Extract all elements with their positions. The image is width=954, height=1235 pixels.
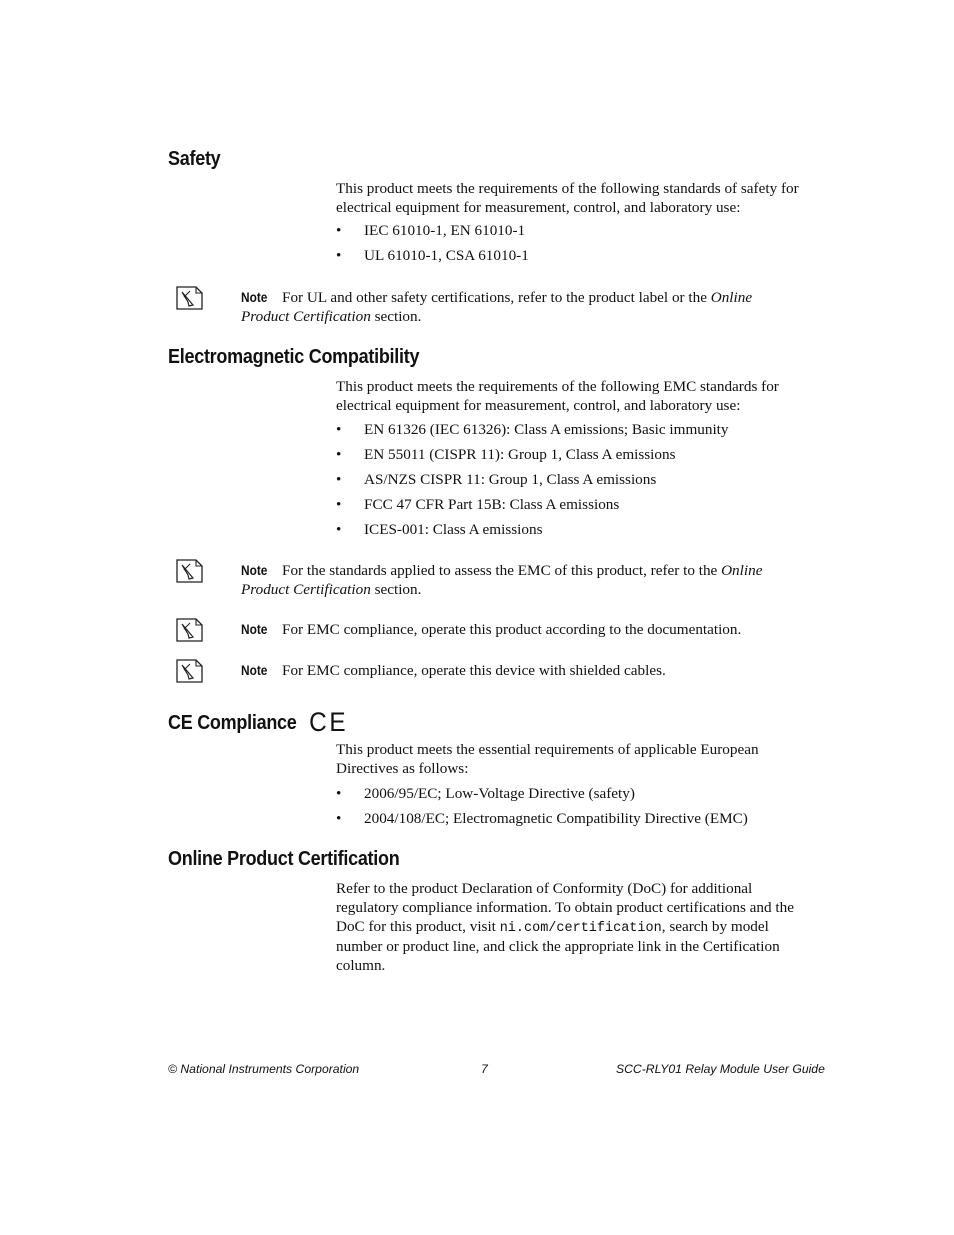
online-cert-body: Refer to the product Declaration of Conformity (DoC) for additional regulatory compliance information. To obtain product certifications and the DoC for this product, visit ni.com/certification, search by model number or product line, and click the appropriate link in the Certification column. — [336, 880, 794, 975]
list-item: • EN 55011 (CISPR 11): Group 1, Class A emissions — [336, 446, 676, 463]
footer-guide-title: SCC-RLY01 Relay Module User Guide — [616, 1062, 825, 1076]
list-item: • FCC 47 CFR Part 15B: Class A emissions — [336, 496, 620, 513]
online-product-certification-ref: Online Product Certification — [241, 562, 763, 598]
note-icon — [175, 283, 205, 313]
note-icon — [175, 656, 205, 686]
note-icon — [175, 615, 205, 645]
emc-intro: This product meets the requirements of the following EMC standards for electrical equipment for measurement, control, and laboratory use: — [336, 378, 779, 414]
footer-page-number: 7 — [481, 1062, 488, 1076]
safety-heading: Safety — [168, 148, 221, 170]
safety-note: Note For UL and other safety certifications, refer to the product label or the Online Product Certification section. — [241, 289, 753, 325]
note-label: Note — [241, 563, 268, 578]
list-item: • UL 61010-1, CSA 61010-1 — [336, 247, 529, 264]
emc-note-shielded-cables: Note For EMC compliance, operate this device with shielded cables. — [241, 662, 666, 679]
emc-note-documentation: Note For EMC compliance, operate this product according to the documentation. — [241, 621, 742, 638]
note-icon — [175, 556, 205, 586]
list-item: • AS/NZS CISPR 11: Group 1, Class A emissions — [336, 471, 657, 488]
ce-intro: This product meets the essential requirements of applicable European Directives as follows: — [336, 741, 759, 777]
ce-heading: CE Compliance CE — [168, 707, 349, 737]
list-item: • 2004/108/EC; Electromagnetic Compatibility Directive (EMC) — [336, 810, 748, 827]
emc-note-standards: Note For the standards applied to assess the EMC of this product, refer to the Online Product Certification section. — [241, 562, 763, 598]
note-label: Note — [241, 622, 268, 637]
emc-heading: Electromagnetic Compatibility — [168, 346, 420, 368]
online-cert-heading: Online Product Certification — [168, 848, 400, 870]
list-item: • EN 61326 (IEC 61326): Class A emissions; Basic immunity — [336, 421, 729, 438]
certification-link[interactable]: ni.com/certification — [499, 920, 662, 936]
list-item: • IEC 61010-1, EN 61010-1 — [336, 222, 526, 239]
ce-mark-icon: CE — [309, 707, 349, 737]
note-label: Note — [241, 290, 268, 305]
note-label: Note — [241, 663, 268, 678]
list-item: • 2006/95/EC; Low-Voltage Directive (safety) — [336, 785, 635, 802]
list-item: • ICES-001: Class A emissions — [336, 521, 543, 538]
footer-copyright: © National Instruments Corporation — [168, 1062, 360, 1076]
online-product-certification-ref: Online Product Certification — [241, 289, 753, 325]
safety-intro: This product meets the requirements of the following standards of safety for electrical equipment for measurement, control, and laboratory use: — [336, 180, 799, 216]
